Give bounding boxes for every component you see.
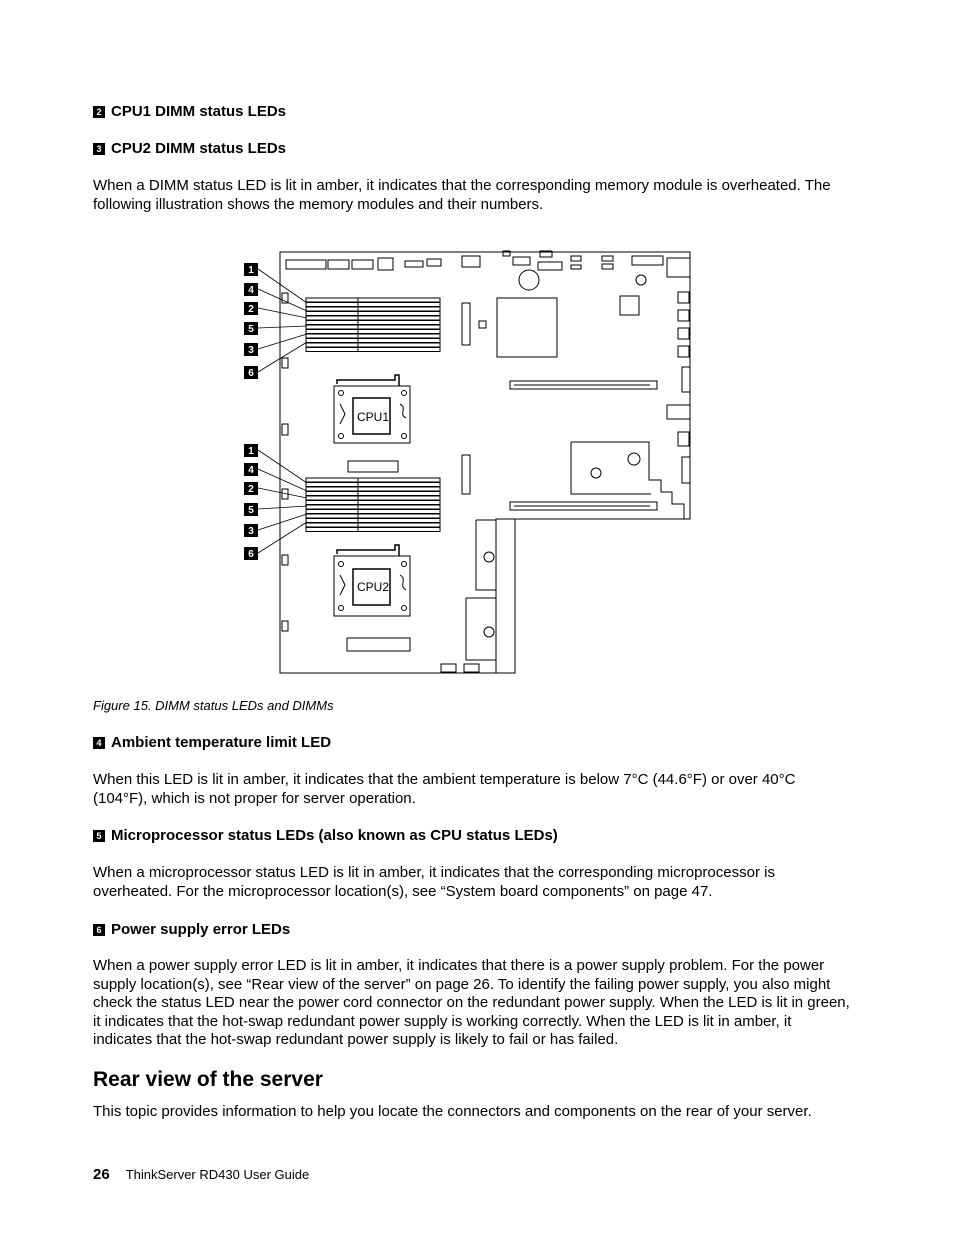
dimm-slot <box>306 298 440 302</box>
callout-badge: 4 <box>93 737 105 749</box>
callout-number: 6 <box>248 368 254 379</box>
dimm-slot <box>306 348 440 352</box>
callout-leader-line <box>258 506 307 509</box>
dimm-slot <box>306 312 440 316</box>
footer-title: ThinkServer RD430 User Guide <box>125 1167 310 1182</box>
callout-badge: 3 <box>93 143 105 155</box>
callout-leader-line <box>258 289 307 311</box>
dimm-slot <box>306 334 440 338</box>
dimm-slot <box>306 514 440 518</box>
heading-text: Microprocessor status LEDs (also known as CPU status LEDs) <box>111 827 558 844</box>
callout-number: 4 <box>248 465 254 476</box>
paragraph-power: When a power supply error LED is lit in amber, it indicates that there is a power supply problem. For the power supply location(s), see “Rear view of the server” on page 26. To identify the failing power supply, you also might check the status LED near the power cord connector on the redundant power supply. When the LED is lit in green, it indicates that the hot-swap redundant power supply is working correctly. When the LED is lit in amber, it indicates that the hot-swap redundant power supply is likely to fail or has failed. <box>93 957 850 1048</box>
paragraph-dimm-status: When a DIMM status LED is lit in amber, it indicates that the corresponding memory module is overheated. The following illustration shows the memory modules and their numbers. <box>93 177 831 213</box>
callout-number: 5 <box>248 324 254 335</box>
heading-cpu-status-leds <box>93 827 558 845</box>
dimm-slot <box>306 510 440 514</box>
callout-leader-line <box>258 469 307 491</box>
callout-leader-line <box>258 450 307 483</box>
dimm-slot <box>306 339 440 343</box>
dimm-slot <box>306 330 440 334</box>
callout-leader-line <box>258 326 307 328</box>
cpu2-dimm-bank <box>306 478 440 532</box>
heading-text: CPU2 DIMM status LEDs <box>111 140 287 157</box>
paragraph-ambient: When this LED is lit in amber, it indicates that the ambient temperature is below 7°C (44.6°F) or over 40°C (104°F), which is not proper for server operation. <box>93 771 796 807</box>
page-footer <box>93 1166 309 1183</box>
dimm-slot <box>306 303 440 307</box>
heading-ambient-temp-led <box>93 734 331 752</box>
dimm-slot <box>306 501 440 505</box>
dimm-slot <box>306 307 440 311</box>
callout-leader-line <box>258 514 307 530</box>
dimm-slot <box>306 483 440 487</box>
paragraph-cpu: When a microprocessor status LED is lit in amber, it indicates that the corresponding microprocessor is overheated. For the microprocessor location(s), see “System board components” on page 47. <box>93 864 775 900</box>
page-number: 26 <box>93 1166 110 1183</box>
cpu1-dimm-bank <box>306 298 440 352</box>
dimm-slot <box>306 523 440 527</box>
dimm-slot <box>306 316 440 320</box>
callout-badge: 6 <box>93 924 105 936</box>
dimm-slot <box>306 325 440 329</box>
cpu1-label: CPU1 <box>356 410 390 424</box>
heading-text: Ambient temperature limit LED <box>111 734 332 751</box>
dimm-slot <box>306 321 440 325</box>
callout-number: 2 <box>248 304 254 315</box>
callout-number: 4 <box>248 285 254 296</box>
callout-number: 2 <box>248 484 254 495</box>
dimm-slot <box>306 478 440 482</box>
heading-power-supply-leds <box>93 921 290 939</box>
dimm-slot <box>306 505 440 509</box>
chipset <box>497 298 557 357</box>
power-supply-bay <box>496 519 515 673</box>
callout-number: 1 <box>248 265 254 276</box>
heading-text: Power supply error LEDs <box>111 921 291 938</box>
callout-number: 1 <box>248 446 254 457</box>
dimm-slot <box>306 487 440 491</box>
callout-number: 5 <box>248 505 254 516</box>
paragraph-rear-intro: This topic provides information to help you locate the connectors and components on the rear of your server. <box>93 1103 812 1120</box>
callout-badge: 2 <box>93 106 105 118</box>
callout-leader-line <box>258 522 307 553</box>
section-title: Rear view of the server <box>93 1068 323 1091</box>
cpu2-label: CPU2 <box>356 580 390 594</box>
callout-badge: 5 <box>93 830 105 842</box>
dimm-slot <box>306 496 440 500</box>
callout-number: 3 <box>248 526 254 537</box>
callout-number: 3 <box>248 345 254 356</box>
callout-number: 6 <box>248 549 254 560</box>
heading-text: CPU1 DIMM status LEDs <box>111 103 287 120</box>
dimm-slot <box>306 528 440 532</box>
callout-leader-line <box>258 308 307 318</box>
figure-caption: Figure 15. DIMM status LEDs and DIMMs <box>93 698 334 713</box>
dimm-slot <box>306 343 440 347</box>
dimm-slot <box>306 519 440 523</box>
dimm-slot <box>306 492 440 496</box>
cpu1-socket <box>334 375 410 443</box>
